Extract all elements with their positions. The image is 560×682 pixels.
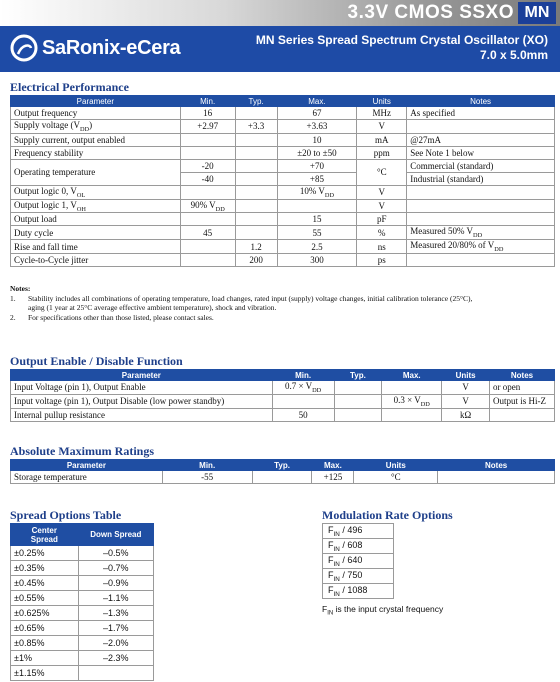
- cell: [277, 199, 357, 213]
- cell: pF: [357, 213, 407, 226]
- cell: +2.97: [180, 120, 235, 134]
- cell: Output frequency: [11, 107, 181, 120]
- table-row: [323, 584, 394, 599]
- cell: 200: [235, 253, 277, 266]
- cell: V: [442, 381, 490, 395]
- table-row: [11, 107, 555, 120]
- cell: ±0.25%: [11, 546, 79, 561]
- cell: 10: [277, 133, 357, 146]
- cell: ±0.45%: [11, 576, 79, 591]
- col-header: Notes: [438, 460, 555, 471]
- cell: –0.5%: [78, 546, 153, 561]
- cell: –2.3%: [78, 651, 153, 666]
- cell: [235, 133, 277, 146]
- cell: $F_{IN} / 1088$: [323, 584, 394, 599]
- col-header: Max.: [312, 460, 354, 471]
- cell: ppm: [357, 146, 407, 159]
- table-header-row: [11, 524, 154, 546]
- col-header: Typ.: [235, 96, 277, 107]
- cell: V: [357, 185, 407, 199]
- cell: 15: [277, 213, 357, 226]
- cell: [252, 471, 312, 484]
- cell: [407, 253, 555, 266]
- logo-swirl-icon: [10, 34, 38, 62]
- cell: –0.9%: [78, 576, 153, 591]
- table-row: [11, 381, 555, 395]
- table-row: [11, 120, 555, 134]
- cell: Industrial (standard): [407, 172, 555, 185]
- cell: 67: [277, 107, 357, 120]
- cell: As specified: [407, 107, 555, 120]
- cell: @27mA: [407, 133, 555, 146]
- col-header: Units: [357, 96, 407, 107]
- spread-table: [10, 523, 154, 681]
- enable-table: [10, 369, 555, 422]
- cell: Input Voltage (pin 1), Output Enable: [11, 381, 273, 395]
- cell: [235, 199, 277, 213]
- electrical-heading: Electrical Performance: [10, 80, 129, 94]
- cell: Commercial (standard): [407, 159, 555, 172]
- col-header: Down Spread: [78, 524, 153, 546]
- cell: Internal pullup resistance: [11, 408, 273, 421]
- note-1: 1. Stability includes all combinations of operating temperature, load changes, rated input (supply) voltage changes, initial calibration tolerance (25°C), aging (1 year at 25°C average effective ambient temperature), shock and vibration.: [10, 293, 473, 312]
- table-row: [11, 159, 555, 172]
- cell: MHz: [357, 107, 407, 120]
- cell: [235, 213, 277, 226]
- cell: [235, 146, 277, 159]
- spread-heading: Spread Options Table: [10, 508, 122, 522]
- col-header: Max.: [382, 370, 442, 381]
- cell: ps: [357, 253, 407, 266]
- col-header: Parameter: [11, 370, 273, 381]
- series-line-2: 7.0 x 5.0mm: [479, 48, 548, 62]
- series-line-1: MN Series Spread Spectrum Crystal Oscillator (XO): [255, 33, 548, 47]
- company-logo: [10, 34, 180, 62]
- cell: [180, 185, 235, 199]
- cell: 16: [180, 107, 235, 120]
- cell: 300: [277, 253, 357, 266]
- cell: ±0.65%: [11, 621, 79, 636]
- cell: +3.3: [235, 120, 277, 134]
- table-row: [11, 636, 154, 651]
- cell: $0.7 \times V_{DD}$: [272, 381, 334, 395]
- col-header: Min.: [162, 460, 252, 471]
- cell: Output is Hi-Z: [489, 394, 554, 408]
- cell: –1.1%: [78, 591, 153, 606]
- cell: [235, 172, 277, 185]
- top-banner: [0, 0, 560, 26]
- cell: [235, 107, 277, 120]
- cell: [489, 408, 554, 421]
- cell: 50: [272, 408, 334, 421]
- cell: 45: [180, 226, 235, 240]
- cell: [334, 381, 382, 395]
- table-row: [323, 554, 394, 569]
- cell: $F_{IN} / 750$: [323, 569, 394, 584]
- table-header-row: [11, 96, 555, 107]
- cell: [334, 394, 382, 408]
- cell: +125: [312, 471, 354, 484]
- cell: ns: [357, 240, 407, 254]
- col-header: Max.: [277, 96, 357, 107]
- modulation-table: [322, 523, 394, 599]
- cell: -40: [180, 172, 235, 185]
- table-row: [11, 576, 154, 591]
- cell: See Note 1 below: [407, 146, 555, 159]
- cell: [407, 213, 555, 226]
- table-row: [11, 394, 555, 408]
- cell: [407, 199, 555, 213]
- col-header: Typ.: [334, 370, 382, 381]
- cell: 2.5: [277, 240, 357, 254]
- cell: [235, 226, 277, 240]
- cell: [180, 133, 235, 146]
- modulation-note: $F_{IN}$ is the input crystal frequency: [322, 604, 444, 617]
- cell: [272, 394, 334, 408]
- cell: +70: [277, 159, 357, 172]
- logo-wordmark: SaRonix-eCera: [42, 36, 181, 59]
- col-header: Units: [442, 370, 490, 381]
- cell: [235, 185, 277, 199]
- table-row: [323, 524, 394, 539]
- enable-heading: Output Enable / Disable Function: [10, 354, 183, 368]
- table-row: [323, 569, 394, 584]
- cell: Output load: [11, 213, 181, 226]
- cell: [407, 120, 555, 134]
- cell: Measured 50% $V_{DD}$: [407, 226, 555, 240]
- cell: ±0.85%: [11, 636, 79, 651]
- col-header: Typ.: [252, 460, 312, 471]
- note-2: 2. For specifications other than those listed, please contact sales.: [10, 312, 214, 322]
- cell: [235, 159, 277, 172]
- cell: %: [357, 226, 407, 240]
- cell: $F_{IN} / 608$: [323, 539, 394, 554]
- cell: Supply current, output enabled: [11, 133, 181, 146]
- cell: Output logic 0, $V_{OL}$: [11, 185, 181, 199]
- cell: [180, 240, 235, 254]
- table-row: [11, 546, 154, 561]
- cell: $0.3 \times V_{DD}$: [382, 394, 442, 408]
- cell: Output logic 1, $V_{OH}$: [11, 199, 181, 213]
- cell: ±20 to ±50: [277, 146, 357, 159]
- cell: Duty cycle: [11, 226, 181, 240]
- table-row: [11, 561, 154, 576]
- cell: °C: [357, 159, 407, 185]
- cell: –2.0%: [78, 636, 153, 651]
- cell: [78, 666, 153, 681]
- cell: ±1.15%: [11, 666, 79, 681]
- modulation-heading: Modulation Rate Options: [322, 508, 453, 522]
- col-header: Units: [354, 460, 438, 471]
- table-row: [11, 185, 555, 199]
- cell: ±0.35%: [11, 561, 79, 576]
- col-header: Parameter: [11, 460, 163, 471]
- table-row: [323, 539, 394, 554]
- table-row: [11, 408, 555, 421]
- cell: kΩ: [442, 408, 490, 421]
- col-header: Min.: [272, 370, 334, 381]
- series-badge: MN: [518, 2, 556, 24]
- cell: [438, 471, 555, 484]
- cell: Cycle-to-Cycle jitter: [11, 253, 181, 266]
- cell: [407, 185, 555, 199]
- cell: V: [357, 120, 407, 134]
- table-row: [11, 471, 555, 484]
- notes-block: [10, 284, 555, 322]
- cell: Operating temperature: [11, 159, 181, 185]
- table-header-row: [11, 460, 555, 471]
- col-header: Notes: [407, 96, 555, 107]
- product-title: 3.3V CMOS SSXO: [347, 2, 514, 23]
- table-row: [11, 146, 555, 159]
- electrical-table: [10, 95, 555, 267]
- cell: 55: [277, 226, 357, 240]
- cell: -55: [162, 471, 252, 484]
- cell: –1.3%: [78, 606, 153, 621]
- cell: or open: [489, 381, 554, 395]
- table-header-row: [11, 370, 555, 381]
- cell: Frequency stability: [11, 146, 181, 159]
- cell: –1.7%: [78, 621, 153, 636]
- table-row: [11, 253, 555, 266]
- col-header: Center Spread: [11, 524, 79, 546]
- cell: ±0.55%: [11, 591, 79, 606]
- cell: mA: [357, 133, 407, 146]
- cell: [382, 408, 442, 421]
- table-row: [11, 651, 154, 666]
- series-title: [256, 33, 548, 63]
- col-header: Parameter: [11, 96, 181, 107]
- cell: ±1%: [11, 651, 79, 666]
- cell: -20: [180, 159, 235, 172]
- col-header: Min.: [180, 96, 235, 107]
- table-row: [11, 240, 555, 254]
- cell: Rise and fall time: [11, 240, 181, 254]
- cell: Measured 20/80% of $V_{DD}$: [407, 240, 555, 254]
- cell: Storage temperature: [11, 471, 163, 484]
- cell: [180, 213, 235, 226]
- cell: 10% $V_{DD}$: [277, 185, 357, 199]
- cell: Supply voltage $(V_{DD})$: [11, 120, 181, 134]
- cell: V: [442, 394, 490, 408]
- cell: [180, 146, 235, 159]
- cell: 90% $V_{DD}$: [180, 199, 235, 213]
- table-row: [11, 213, 555, 226]
- table-row: [11, 199, 555, 213]
- cell: Input voltage (pin 1), Output Disable (low power standby): [11, 394, 273, 408]
- notes-heading: Notes:: [10, 284, 31, 293]
- absolute-heading: Absolute Maximum Ratings: [10, 444, 155, 458]
- cell: °C: [354, 471, 438, 484]
- cell: $F_{IN} / 496$: [323, 524, 394, 539]
- table-row: [11, 621, 154, 636]
- cell: V: [357, 199, 407, 213]
- cell: +3.63: [277, 120, 357, 134]
- table-row: [11, 133, 555, 146]
- cell: +85: [277, 172, 357, 185]
- cell: –0.7%: [78, 561, 153, 576]
- cell: [334, 408, 382, 421]
- table-row: [11, 591, 154, 606]
- table-row: [11, 606, 154, 621]
- cell: [180, 253, 235, 266]
- cell: ±0.625%: [11, 606, 79, 621]
- table-row: [11, 226, 555, 240]
- col-header: Notes: [489, 370, 554, 381]
- cell: $F_{IN} / 640$: [323, 554, 394, 569]
- cell: 1.2: [235, 240, 277, 254]
- absolute-table: [10, 459, 555, 484]
- cell: [382, 381, 442, 395]
- table-row: [11, 666, 154, 681]
